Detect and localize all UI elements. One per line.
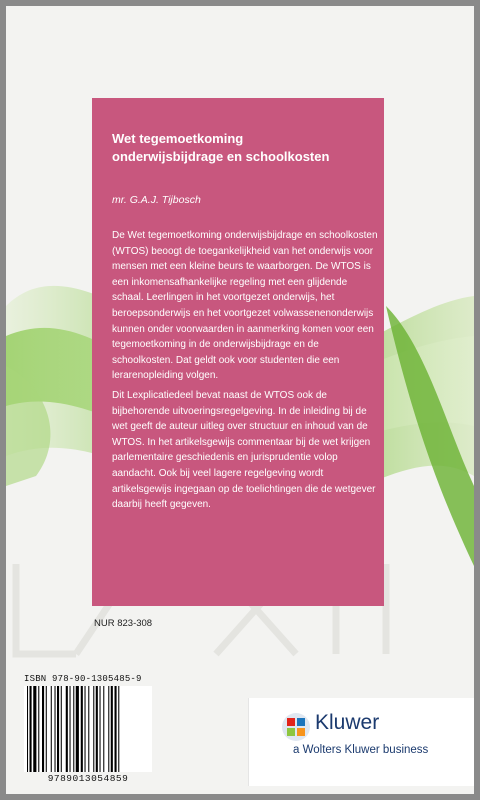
description-panel	[92, 98, 384, 606]
barcode-bar	[30, 686, 32, 772]
description-paragraph-2: Dit Lexplicatiedeel bevat naast de WTOS ook de bijbehorende uitvoeringsregelgeving. In de inleiding bij de wet geeft de auteur uitleg over structuur en inhoud van de WTOS. In het artikelsgewijs commentaar bij de wet krijgen parlementaire geschiedenis en jurisprudentie volop aandacht. Ook bij veel lagere regelgeving wordt artikelsgewijs ingegaan op de toelichtingen die de wetgever daarbij heeft gegeven.	[112, 390, 376, 511]
barcode-bar	[76, 686, 79, 772]
barcode-bar	[55, 686, 56, 772]
publisher-logo-box	[248, 698, 474, 786]
barcode-bar	[27, 686, 28, 772]
barcode-bar	[42, 686, 44, 772]
book-title	[112, 130, 372, 166]
isbn-label: ISBN 978-90-1305485-9	[24, 674, 142, 684]
barcode-bar	[57, 686, 59, 772]
barcode-bar	[73, 686, 74, 772]
publisher-name: Kluwer	[315, 711, 380, 734]
barcode-bar	[66, 686, 68, 772]
barcode	[24, 686, 152, 772]
barcode-digits: 9789013054859	[47, 773, 129, 784]
author-name: mr. G.A.J. Tijbosch	[112, 194, 201, 206]
barcode-bar	[111, 686, 113, 772]
book-title-line2: onderwijsbijdrage en schoolkosten	[112, 149, 330, 164]
barcode-bar	[70, 686, 71, 772]
barcode-bar	[46, 686, 47, 772]
barcode-bar	[33, 686, 36, 772]
barcode-bar	[38, 686, 39, 772]
barcode-bar	[88, 686, 89, 772]
barcode-bar	[100, 686, 101, 772]
wolters-kluwer-logo-icon	[281, 712, 311, 742]
book-back-cover	[6, 6, 474, 794]
nur-code: NUR 823-308	[94, 618, 153, 629]
book-title-line1: Wet tegemoetkoming	[112, 131, 244, 146]
publisher-tagline: a Wolters Kluwer business	[293, 744, 429, 756]
barcode-bar	[81, 686, 83, 772]
barcode-bar	[85, 686, 86, 772]
barcode-bar	[115, 686, 117, 772]
barcode-bar	[51, 686, 52, 772]
barcode-bar	[61, 686, 62, 772]
barcode-bar	[96, 686, 98, 772]
barcode-bar	[118, 686, 119, 772]
barcode-bar	[103, 686, 104, 772]
barcode-bar	[93, 686, 94, 772]
barcode-bar	[108, 686, 109, 772]
description-paragraph-1: De Wet tegemoetkoming onderwijsbijdrage en schoolkosten (WTOS) beoogt de toegankelijkheid van het onderwijs voor mensen met een kleine beurs te waarborgen. De WTOS is een inkomensafhankelijke regeling met een glijdende schaal. Leerlingen in het voortgezet onderwijs, het beroepsonderwijs en het voortgezet volwassenenonderwijs kunnen onder voorwaarden in aanmerking komen voor een tegemoetkoming in de onderwijsbijdrage en de schoolkosten. Dat geldt ook voor studenten die een lerarenopleiding volgen.	[112, 230, 378, 382]
